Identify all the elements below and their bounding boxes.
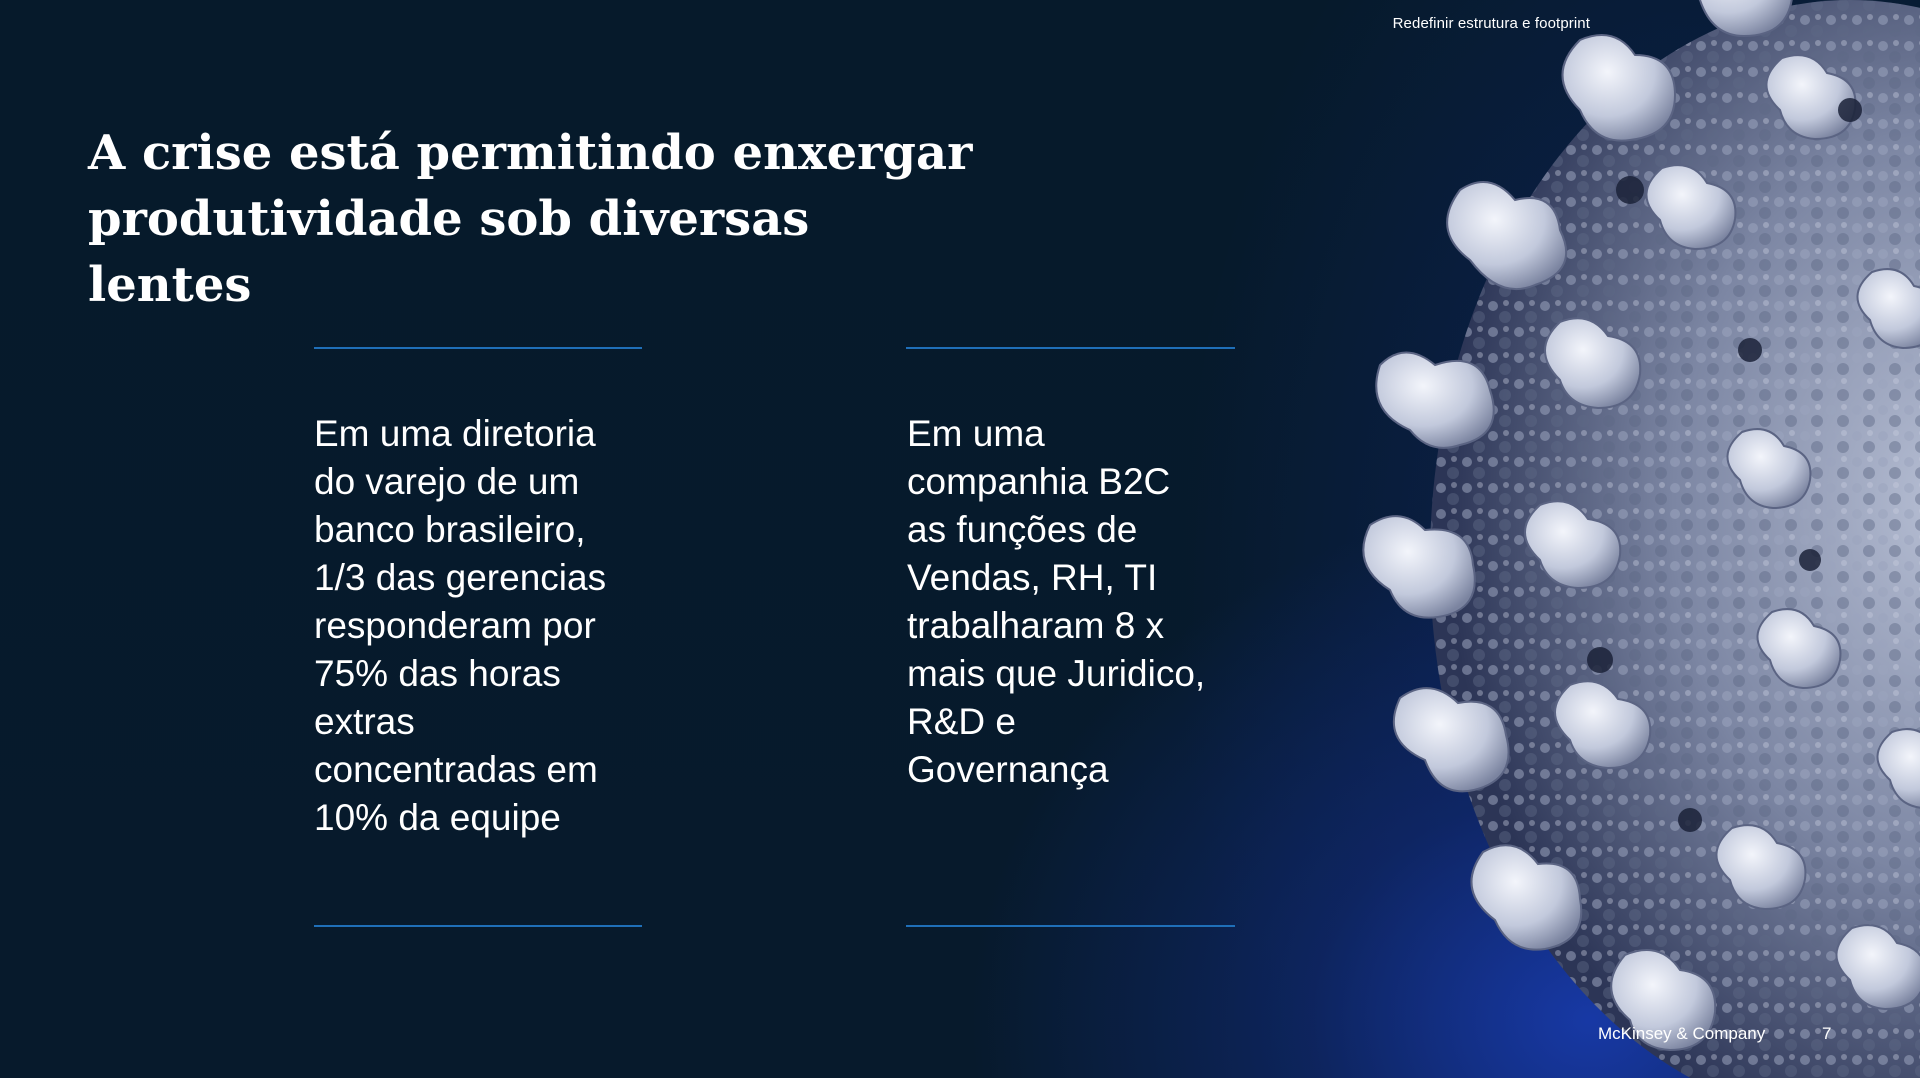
card-2-text: Em uma companhia B2C as funções de Vendas, RH, TI trabalharam 8 x mais que Juridico, R&D e Governança: [907, 413, 1206, 790]
slide-title-line-2: produtividade sob diversas lentes: [88, 191, 810, 313]
slide-title-line-1: A crise está permitindo enxergar: [88, 125, 973, 181]
card-2-top-divider: [906, 347, 1235, 349]
footer-brand: McKinsey & Company: [1598, 1024, 1766, 1043]
coronavirus-image: [1330, 0, 1920, 1078]
section-label: Redefinir estrutura e footprint: [1392, 15, 1590, 32]
card-1-top-divider: [314, 347, 642, 349]
card-1-bottom-divider: [314, 925, 642, 927]
slide-title: [88, 120, 988, 318]
page-number: 7: [1822, 1024, 1832, 1043]
card-2-bottom-divider: [906, 925, 1235, 927]
card-1-text: Em uma diretoria do varejo de um banco brasileiro, 1/3 das gerencias responderam por 75% das horas extras concentradas em 10% da equipe: [314, 413, 607, 838]
